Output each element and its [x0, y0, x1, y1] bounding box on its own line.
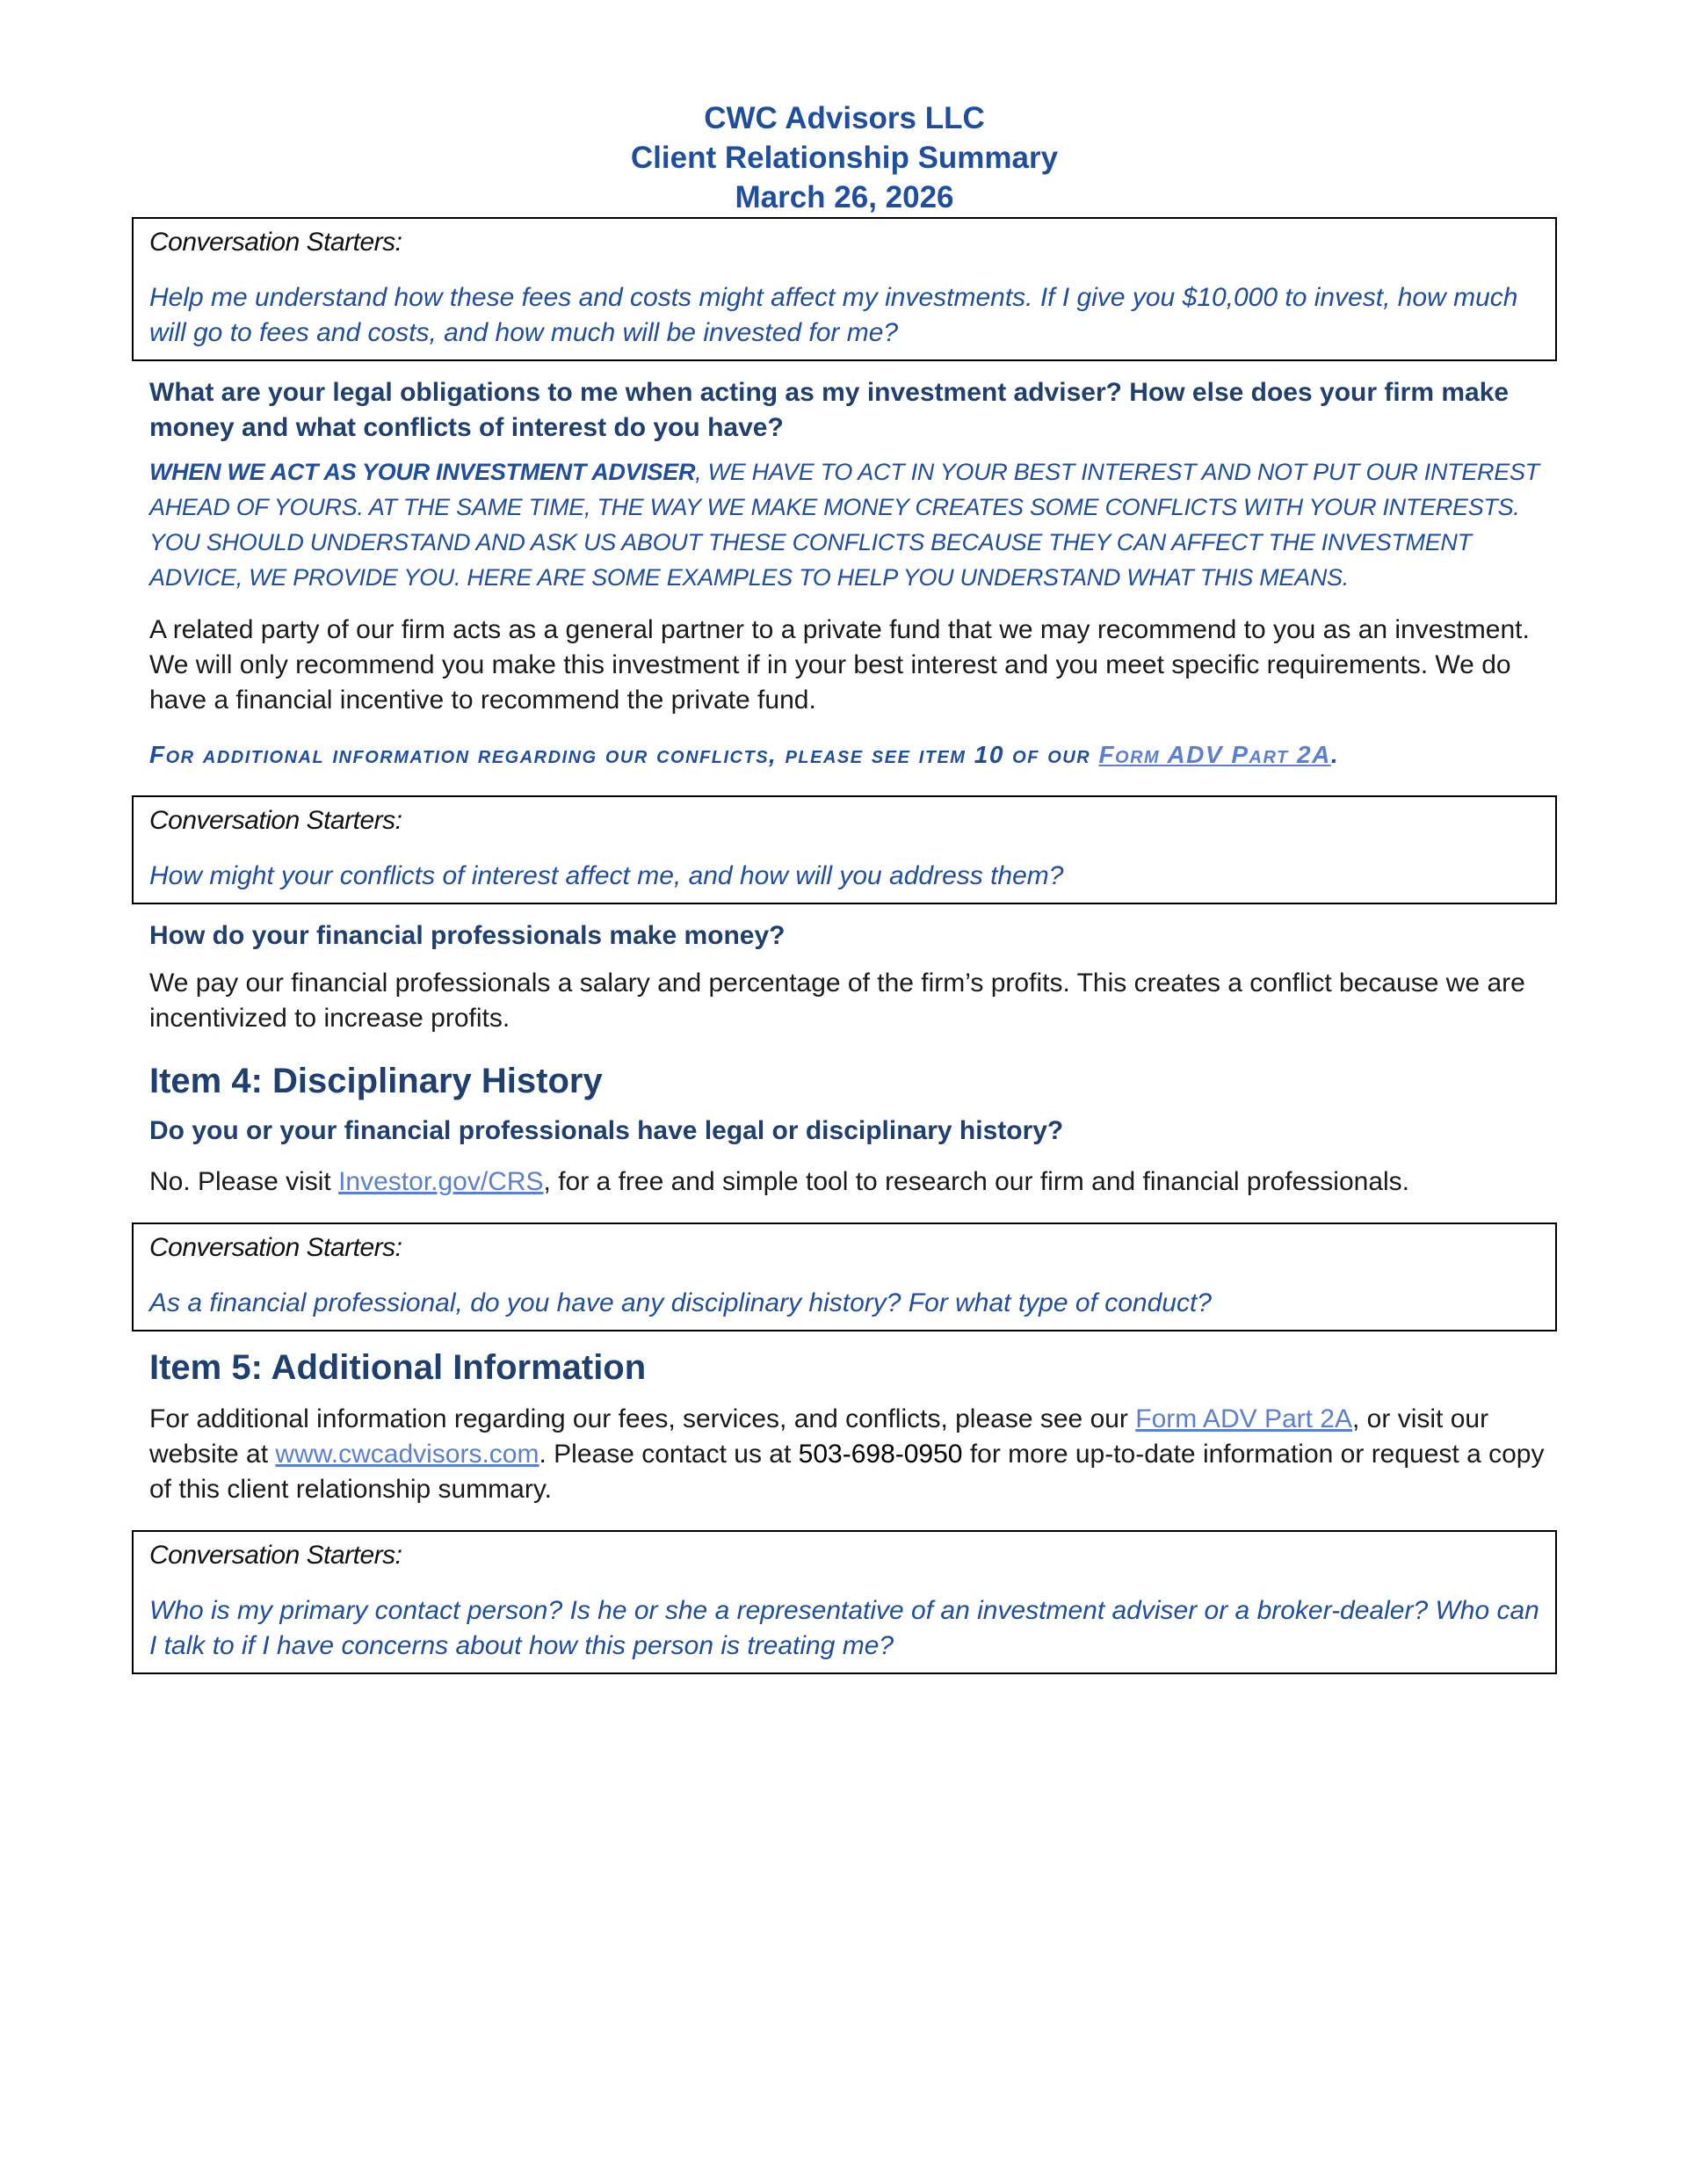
additional-conflicts-info [134, 737, 1555, 773]
additional-info-part4: for more up-to-date information or request a copy of this client relationship summary. [149, 1440, 1545, 1504]
conversation-starters-box-fees [132, 217, 1557, 361]
professionals-pay-text: We pay our financial professionals a salary and percentage of the firm’s profits. This creates a conflict because we are incentivized to increase profits. [149, 969, 1525, 1033]
document-title: Client Relationship Summary [630, 141, 1059, 175]
document-page [134, 0, 1555, 1674]
conversation-starters-question: How might your conflicts of interest affect me, and how will you address them? [149, 861, 1064, 890]
conversation-starters-box-contact [132, 1530, 1557, 1674]
document-date: March 26, 2026 [735, 180, 954, 214]
conversation-starters-label: Conversation Starters: [149, 1541, 402, 1570]
conversation-starters-label: Conversation Starters: [149, 1233, 402, 1262]
adviser-obligation-rest: , WE HAVE TO ACT IN YOUR BEST INTEREST AND NOT PUT OUR INTEREST AHEAD OF YOURS. AT THE SAME TIME, THE WAY WE MAKE MONEY CREATES SOME CONFLICTS WITH YOUR INTERESTS. YOU SHOULD UNDERSTAND AND ASK US ABOUT THESE CONFLICTS BECAUSE THEY CAN AFFECT THE INVESTMENT ADVICE, WE PROVIDE YOU. HERE ARE SOME EXAMPLES TO HELP YOU UNDERSTAND WHAT THIS MEANS. [149, 459, 1539, 591]
additional-info-part3: . Please contact us at [539, 1440, 799, 1469]
adviser-obligation-statement [134, 454, 1555, 595]
disciplinary-answer [134, 1165, 1555, 1200]
conversation-starters-question: Who is my primary contact person? Is he or she a representative of an investment adviser or a broker-dealer? Who can I talk to if I have concerns about how this person is treating me? [149, 1596, 1539, 1660]
document-header [134, 0, 1555, 217]
form-adv-link-2[interactable]: Form ADV Part 2A [1135, 1404, 1353, 1433]
disciplinary-answer-prefix: No. Please visit [149, 1167, 339, 1196]
phone-number: 503-698-0950 [798, 1440, 963, 1469]
investor-gov-link[interactable]: Investor.gov/CRS [338, 1167, 544, 1196]
conversation-starters-question: Help me understand how these fees and costs might affect my investments. If I give you $10,000 to invest, how much will go to fees and costs, and how much will be invested for me? [149, 283, 1518, 347]
website-link[interactable]: www.cwcadvisors.com [275, 1440, 539, 1469]
conversation-starters-question: As a financial professional, do you have any disciplinary history? For what type of conduct? [149, 1288, 1212, 1317]
form-adv-link[interactable]: Form ADV Part 2A [1098, 741, 1331, 768]
conversation-starters-box-conflicts [132, 795, 1557, 904]
conversation-starters-label: Conversation Starters: [149, 228, 402, 257]
legal-obligations-question: What are your legal obligations to me when acting as my investment adviser? How else does your firm make money and what conflicts of interest do you have? [149, 378, 1510, 442]
additional-conflicts-prefix: For additional information regarding our conflicts, please see item 10 of our [149, 741, 1099, 768]
firm-name: CWC Advisors LLC [704, 101, 985, 135]
additional-info-part1: For additional information regarding our fees, services, and conflicts, please see our [149, 1404, 1136, 1433]
additional-info-part2: , or visit our website at [149, 1404, 1489, 1469]
conversation-starters-label: Conversation Starters: [149, 806, 402, 835]
item4-title: Item 4: Disciplinary History [149, 1062, 603, 1100]
private-fund-conflict-text: A related party of our firm acts as a general partner to a private fund that we may recommend to you as an investment. We will only recommend you make this investment if in your best interest and you meet specific requirements. We do have a financial incentive to recommend the private fund. [149, 615, 1530, 715]
disciplinary-question: Do you or your financial professionals have legal or disciplinary history? [149, 1116, 1064, 1145]
disciplinary-answer-suffix: , for a free and simple tool to research our firm and financial professionals. [543, 1167, 1410, 1196]
item5-title: Item 5: Additional Information [149, 1348, 647, 1387]
adviser-obligation-lead: WHEN WE ACT AS YOUR INVESTMENT ADVISER [149, 459, 696, 485]
additional-info-text [134, 1402, 1555, 1507]
conversation-starters-box-disciplinary [132, 1223, 1557, 1331]
professionals-pay-question: How do your financial professionals make money? [149, 921, 786, 950]
additional-conflicts-suffix: . [1330, 741, 1340, 768]
